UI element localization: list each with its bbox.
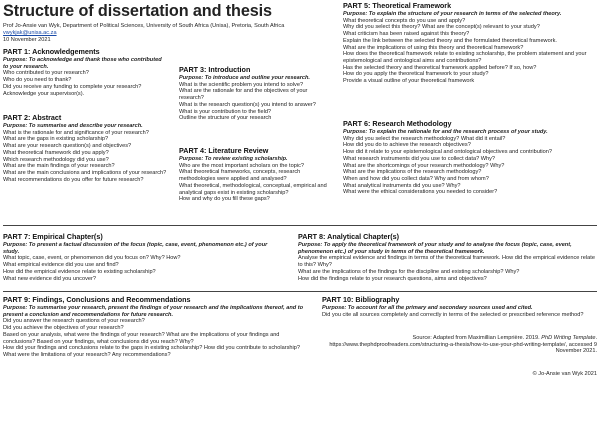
- part-2-section: [3, 114, 173, 183]
- list-item: Did you receive any funding to complete your research?: [3, 83, 142, 90]
- list-item: What analytical instruments did you use? Why?: [343, 182, 461, 189]
- part-5-purpose: Purpose: To explain the structure of your research in terms of the selected theory.: [343, 11, 562, 17]
- part-5-heading: PART 5: Theoretical Framework: [343, 1, 452, 10]
- list-item: How did your findings and conclusions relate to the gaps in existing scholarship? How did you contribute to scholarship?: [3, 345, 300, 352]
- list-item: Outline the structure of your research: [179, 115, 272, 122]
- list-item: What criticism has been raised against this theory?: [343, 31, 470, 38]
- list-item: Did you answer the research questions of your research?: [3, 318, 145, 325]
- part-3-heading: PART 3: Introduction: [179, 65, 251, 74]
- list-item: Why did you select the research methodology? What did it entail?: [343, 135, 506, 142]
- list-item: Who are the most important scholars on the topic?: [179, 162, 304, 169]
- date: 10 November 2021: [3, 37, 51, 43]
- part-2-heading: PART 2: Abstract: [3, 113, 62, 122]
- part-1-heading: PART 1: Acknowledgements: [3, 47, 100, 56]
- list-item: How did the empirical evidence relate to existing scholarship?: [3, 268, 156, 275]
- list-item: Provide a visual outline of your theoretical framework: [343, 78, 475, 85]
- list-item: Which research methodology did you use?: [3, 156, 109, 163]
- part-4-section: [179, 147, 329, 203]
- list-item: Who contributed to your research?: [3, 70, 89, 77]
- part-10-heading: PART 10: Bibliography: [322, 295, 400, 304]
- list-item: How did you do to achieve the research objectives?: [343, 142, 471, 149]
- list-item: How and why do you fill these gaps?: [179, 196, 270, 203]
- list-item: What theoretical framework did you apply?: [3, 149, 109, 156]
- list-item: What were the limitations of your research? Any recommendations?: [3, 351, 171, 358]
- list-item: Based on your analysis, what were the findings of your research? What are the implications of your findings and conclusions? Based on your findings, what conclusions did you reach? Why?: [3, 331, 280, 345]
- part-3-section: [179, 66, 329, 122]
- part-7-heading: PART 7: Empirical Chapter(s): [3, 232, 103, 241]
- list-item: What are the gaps in existing scholarship?: [3, 136, 109, 143]
- list-item: How did the findings relate to your research questions, aims and objectives?: [298, 275, 487, 282]
- divider-bottom: [3, 291, 597, 292]
- list-item: Did you achieve the objectives of your research?: [3, 325, 124, 332]
- list-item: Acknowledge your supervisor(s).: [3, 90, 85, 97]
- list-item: Who do you need to thank?: [3, 77, 72, 84]
- list-item: What is the research question(s) you intend to answer?: [179, 101, 316, 108]
- source-title: PhD Writing Template: [541, 335, 596, 341]
- list-item: What new evidence did you uncover?: [3, 275, 96, 282]
- part-10-section: [322, 296, 597, 318]
- list-item: What is the rationale for and significance of your research?: [3, 129, 149, 136]
- author-line: Prof Jo-Ansie van Wyk, Department of Political Sciences, University of South Africa (Unisa), Pretoria, South Africa: [3, 23, 285, 29]
- part-9-heading: PART 9: Findings, Conclusions and Recommendations: [3, 295, 191, 304]
- list-item: What are the main conclusions and implications of your research?: [3, 169, 167, 176]
- part-8-heading: PART 8: Analytical Chapter(s): [298, 232, 400, 241]
- list-item: What were the ethical considerations you needed to consider?: [343, 189, 498, 196]
- list-item: What are the shortcomings of your research methodology? Why?: [343, 162, 505, 169]
- part-1-section: [3, 48, 168, 97]
- part-3-purpose: Purpose: To introduce and outline your research.: [179, 75, 310, 81]
- source-prefix: Source: Adapted from Maximillian Lemprière. 2019.: [412, 335, 540, 341]
- part-4-purpose: Purpose: To review existing scholarship.: [179, 156, 288, 162]
- list-item: Why did you select this theory? What are the concept(s) relevant to your study?: [343, 24, 540, 31]
- part-6-heading: PART 6: Research Methodology: [343, 119, 452, 128]
- list-item: Explain the link between the selected theory and the formulated theoretical framework.: [343, 37, 557, 44]
- part-5-section: [343, 2, 597, 85]
- divider-top: [3, 225, 597, 226]
- list-item: What are your research question(s) and objectives?: [3, 143, 132, 150]
- list-item: What are the implications of the findings for the discipline and existing scholarship? Why?: [298, 268, 520, 275]
- part-4-heading: PART 4: Literature Review: [179, 146, 269, 155]
- source-suffix: . https://www.thephdproofreaders.com/structuring-a-thesis/how-to-use-your-phd-writing-template/, accessed 9 November 2021.: [329, 335, 597, 355]
- list-item: What theoretical frameworks, concepts, research methodologies were applied and analysed?: [179, 169, 301, 183]
- list-item: When and how did you collect data? Why and from whom?: [343, 175, 489, 182]
- list-item: What topic, case, event, or phenomenon did you focus on? Why? How?: [3, 255, 181, 262]
- copyright: © Jo-Ansie van Wyk 2021: [532, 371, 597, 377]
- part-2-purpose: Purpose: To summarise and describe your research.: [3, 123, 143, 129]
- page-title: Structure of dissertation and thesis: [3, 2, 272, 20]
- part-10-purpose: Purpose: To account for all the primary and secondary sources used and cited.: [322, 305, 533, 311]
- list-item: What empirical evidence did you use and find?: [3, 262, 119, 269]
- list-item: What is the scientific problem you intend to solve?: [179, 81, 304, 88]
- part-7-section: [3, 233, 283, 282]
- list-item: What are the main findings of your research?: [3, 163, 115, 170]
- list-item: How does the theoretical framework relate to existing scholarship, the problem statement and your epistemological and ontological aims and contributions?: [343, 51, 587, 64]
- list-item: What recommendations do you offer for future research?: [3, 176, 144, 183]
- list-item: What theoretical concepts do you use and apply?: [343, 17, 466, 24]
- part-1-purpose: Purpose: To acknowledge and thank those who contributed to your research.: [3, 57, 162, 70]
- part-6-purpose: Purpose: To explain the rationale for and the research process of your study.: [343, 129, 548, 135]
- part-9-section: [3, 296, 311, 359]
- list-item: Did you cite all sources completely and correctly in terms of the selected or prescribed reference method?: [322, 311, 584, 318]
- source-citation: [322, 335, 597, 355]
- part-9-purpose: Purpose: To summarise your research, present the findings of your research and the implications thereof, and to present a conclusion and recommendations for future research.: [3, 305, 304, 318]
- list-item: What theoretical, methodological, conceptual, empirical and analytical gaps exist in existing scholarship?: [179, 182, 327, 196]
- list-item: What are the rationale for and the objectives of your research?: [179, 88, 308, 102]
- part-6-section: [343, 120, 597, 196]
- list-item: Analyse the empirical evidence and findings in terms of the theoretical framework. How did the empirical evidence relate to this? Why?: [298, 255, 595, 269]
- list-item: How do you apply the theoretical framework to your study?: [343, 71, 489, 78]
- part-8-section: [298, 233, 597, 282]
- list-item: What is your contribution to the field?: [179, 108, 272, 115]
- author-email[interactable]: vwykjak@unisa.ac.za: [3, 30, 57, 36]
- list-item: What are the implications of the research methodology?: [343, 169, 482, 176]
- part-8-purpose: Purpose: To apply the theoretical framework of your study and to analyse the focus (topic, case, event, phenomenon etc.) of your study in terms of the theoretical framework.: [298, 242, 572, 255]
- list-item: How did it relate to your epistemological and ontological objectives and contribution?: [343, 149, 552, 156]
- part-7-purpose: Purpose: To present a factual discussion of the focus (topic, case, event, phenomenon etc.) of your study.: [3, 242, 268, 255]
- list-item: Has the selected theory and theoretical framework applied before? If so, how?: [343, 64, 537, 71]
- list-item: What are the implications of using this theory and theoretical framework?: [343, 44, 524, 51]
- list-item: What research instruments did you use to collect data? Why?: [343, 155, 496, 162]
